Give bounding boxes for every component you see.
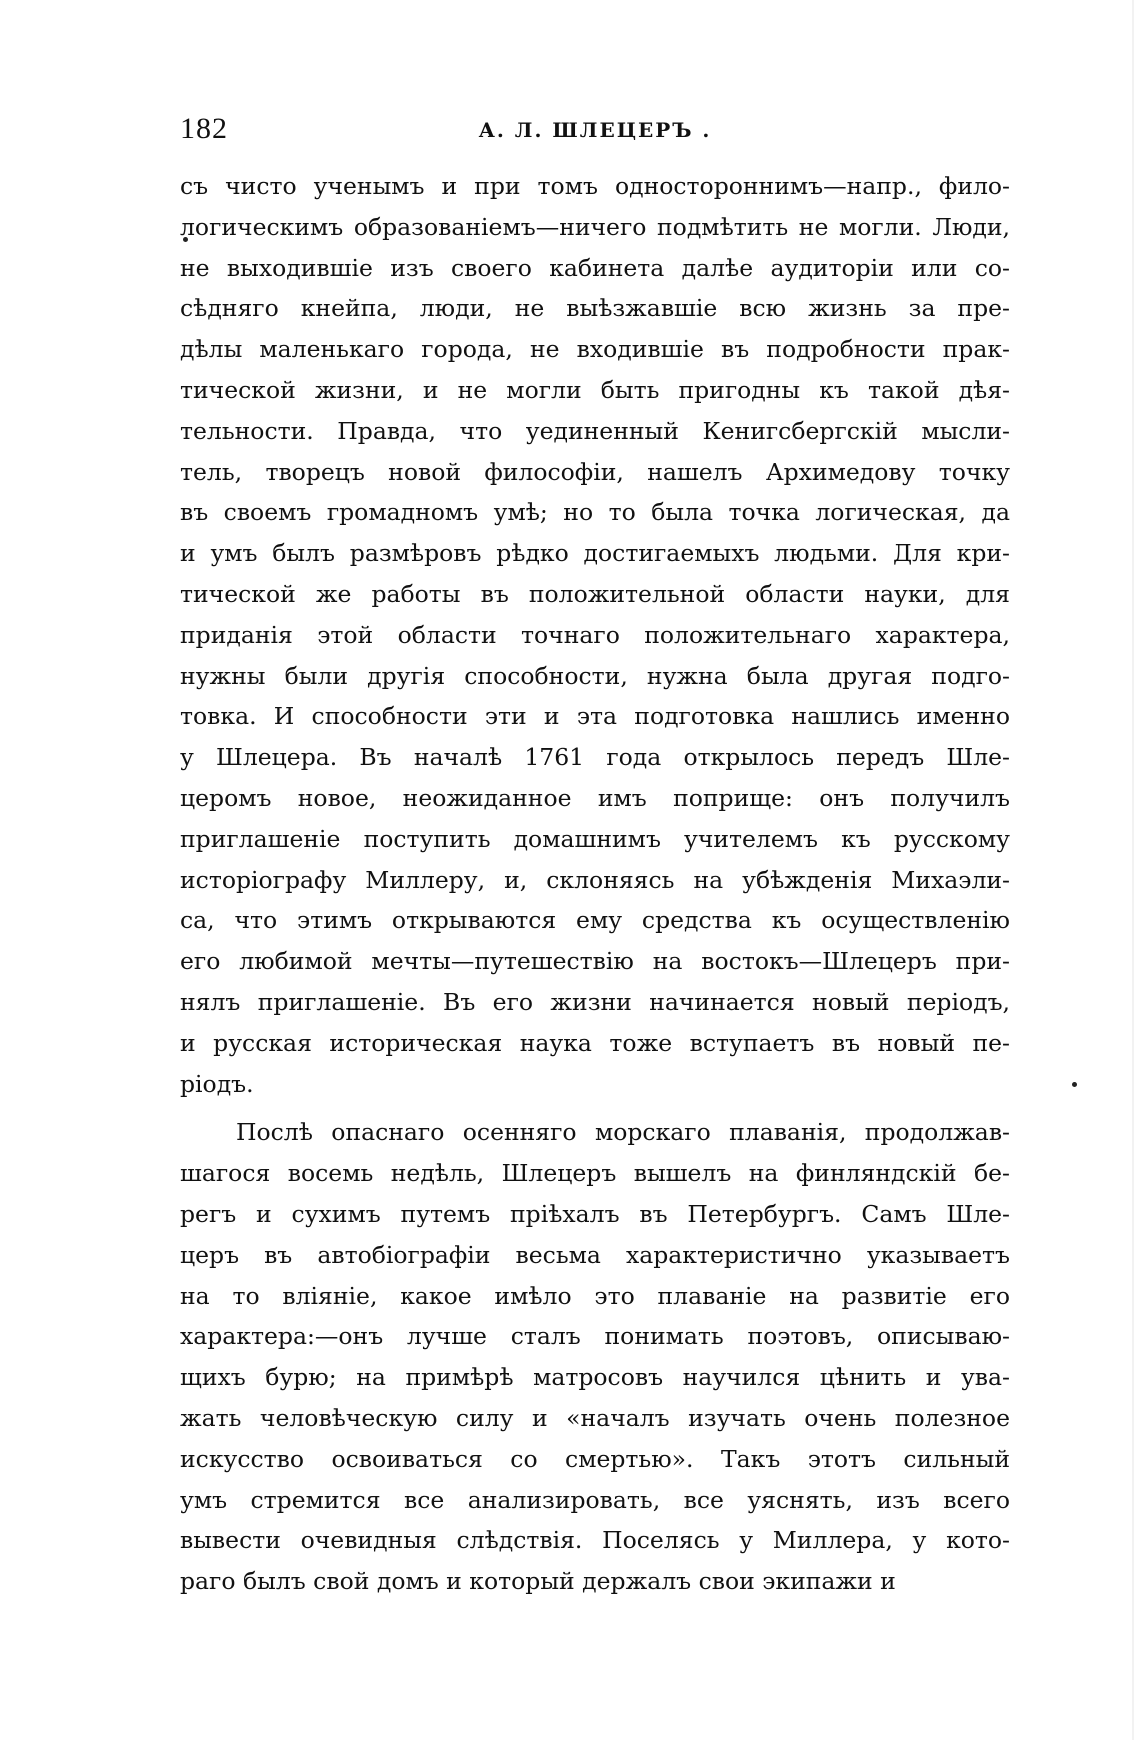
page-body	[180, 166, 1010, 1602]
book-page	[180, 112, 1010, 1602]
text-line: приданія этой области точнаго положительнаго характера,	[180, 620, 1010, 649]
running-title: А. Л. ШЛЕЦЕРЪ .	[478, 118, 712, 142]
text-line: церъ въ автобіографіи весьма характеристично указываетъ	[180, 1240, 1010, 1269]
text-line: ріодъ.	[180, 1069, 254, 1098]
text-line: съ чисто ученымъ и при томъ одностороннимъ—напр., фило-	[180, 172, 1010, 200]
text-line: нужны были другія способности, нужна была другая подго-	[180, 661, 1010, 690]
text-line: нялъ приглашеніе. Въ его жизни начинается новый періодъ,	[180, 987, 1010, 1016]
ink-speck	[1072, 1082, 1077, 1087]
page-number: 182	[180, 112, 228, 145]
text-line: у Шлецера. Въ началѣ 1761 года открылось передъ Шле-	[180, 743, 1010, 772]
paragraph-1	[180, 166, 1010, 1104]
text-line: характера:—онъ лучше сталъ понимать поэтовъ, описываю-	[180, 1322, 1010, 1351]
text-line: Послѣ опаснаго осенняго морскаго плаванія, продолжав-	[236, 1118, 1010, 1147]
text-line: на то вліяніе, какое имѣло это плаваніе на развитіе его	[180, 1281, 1010, 1310]
text-line: товка. И способности эти и эта подготовка нашлись именно	[180, 702, 1010, 731]
text-line: щихъ бурю; на примѣрѣ матросовъ научился цѣнить и ува-	[180, 1363, 1010, 1392]
scan-edge	[1132, 0, 1134, 1740]
text-line: раго былъ свой домъ и который держалъ свои экипажи и	[180, 1567, 896, 1596]
text-line: тической же работы въ положительной области науки, для	[180, 579, 1010, 608]
paragraph-gap	[180, 1104, 1010, 1112]
text-line: умъ стремится все анализировать, все уяснять, изъ всего	[180, 1485, 1010, 1514]
paragraph-2	[180, 1112, 1010, 1602]
text-line: логическимъ образованіемъ—ничего подмѣтить не могли. Люди,	[180, 212, 1010, 241]
text-line: тельности. Правда, что уединенный Кенигсбергскій мысли-	[180, 416, 1010, 445]
running-head	[180, 112, 1010, 152]
text-line: сѣдняго кнейпа, люди, не выѣзжавшіе всю жизнь за пре-	[180, 294, 1010, 323]
text-line: тической жизни, и не могли быть пригодны къ такой дѣя-	[180, 375, 1010, 404]
text-line: са, что этимъ открываются ему средства къ осуществленію	[180, 906, 1010, 935]
text-line: и умъ былъ размѣровъ рѣдко достигаемыхъ людьми. Для кри-	[180, 539, 1010, 568]
text-line: дѣлы маленькаго города, не входившіе въ подробности прак-	[180, 335, 1010, 364]
text-line: исторіографу Миллеру, и, склоняясь на убѣжденія Михаэли-	[180, 865, 1010, 894]
text-line: вывести очевидныя слѣдствія. Поселясь у Миллера, у кото-	[180, 1526, 1010, 1555]
text-line: регъ и сухимъ путемъ пріѣхалъ въ Петербургъ. Самъ Шле-	[180, 1199, 1010, 1228]
text-line: и русская историческая наука тоже вступаетъ въ новый пе-	[180, 1028, 1010, 1057]
text-line: жать человѣческую силу и «началъ изучать очень полезное	[180, 1403, 1010, 1432]
text-line: тель, творецъ новой философіи, нашелъ Архимедову точку	[180, 457, 1010, 486]
text-line: не выходившіе изъ своего кабинета далѣе аудиторіи или со-	[180, 253, 1010, 282]
text-line: его любимой мечты—путешествію на востокъ—Шлецеръ при-	[180, 947, 1010, 976]
text-line: приглашеніе поступить домашнимъ учителемъ къ русскому	[180, 824, 1010, 853]
text-line: церомъ новое, неожиданное имъ поприще: онъ получилъ	[180, 783, 1010, 812]
text-line: въ своемъ громадномъ умѣ; но то была точка логическая, да	[180, 498, 1010, 527]
text-line: искусство освоиваться со смертью». Такъ этотъ сильный	[180, 1444, 1010, 1473]
text-line: шагося восемь недѣль, Шлецеръ вышелъ на финляндскій бе-	[180, 1159, 1010, 1188]
